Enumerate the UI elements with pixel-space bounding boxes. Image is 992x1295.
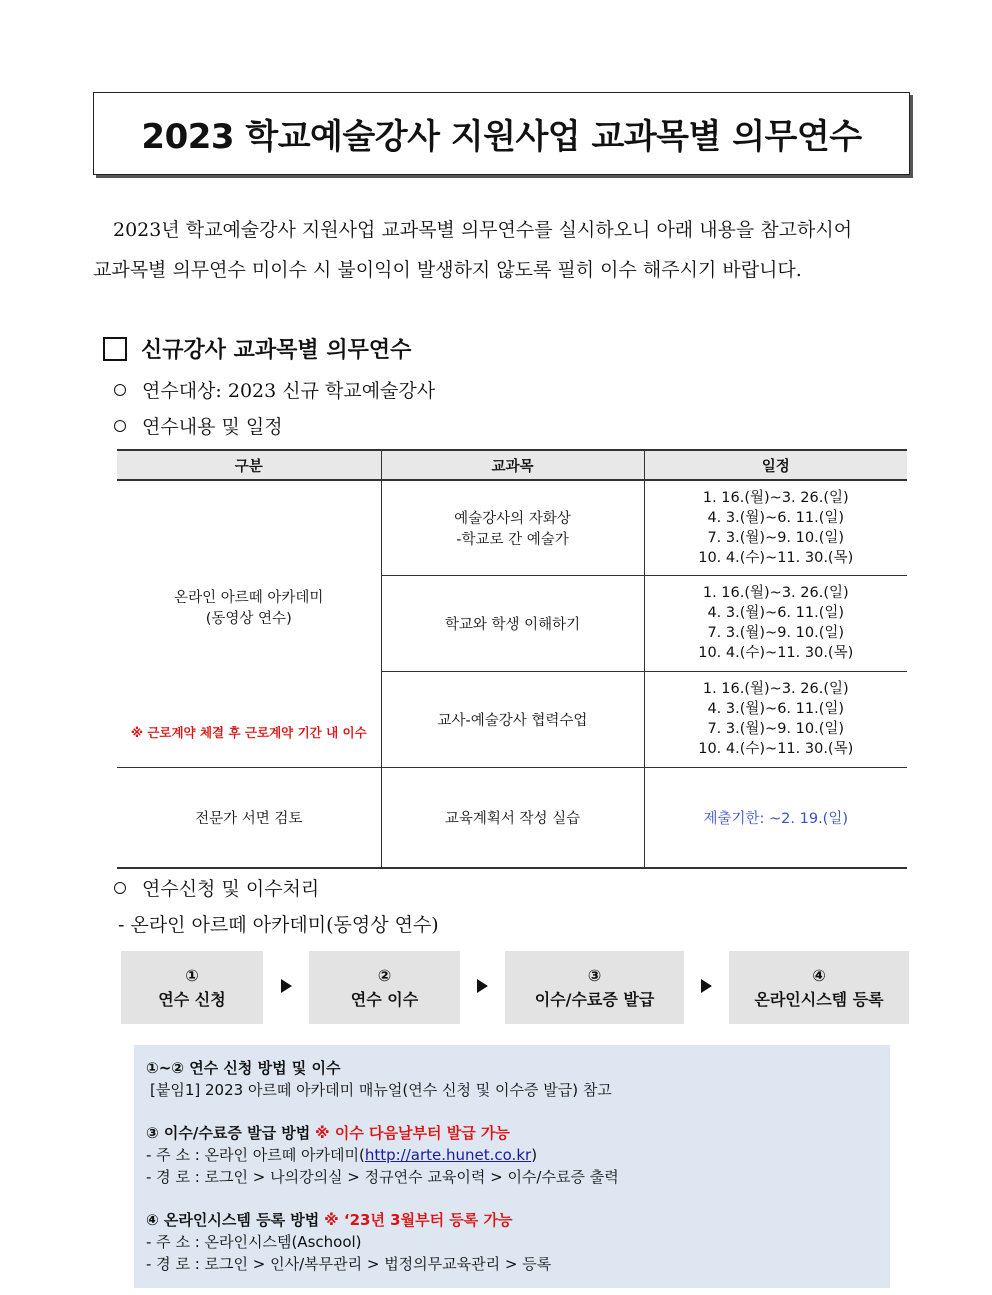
bullet-apply bbox=[114, 874, 319, 901]
info-heading-2 bbox=[146, 1122, 878, 1144]
date-line: 10. 4.(수)~11. 30.(목) bbox=[698, 549, 854, 566]
info-heading-3 bbox=[146, 1209, 878, 1231]
info-heading-3-text: ④ 온라인시스템 등록 방법 bbox=[146, 1211, 320, 1229]
step-4 bbox=[729, 951, 909, 1024]
subject-cell: 학교와 학생 이해하기 bbox=[381, 575, 644, 671]
intro-line-1: 2023년 학교예술강사 지원사업 교과목별 의무연수를 실시하오니 아래 내용을 참고하시어 bbox=[113, 219, 853, 241]
table-row bbox=[117, 480, 907, 575]
info-line bbox=[146, 1144, 878, 1166]
step-label: 연수 신청 bbox=[158, 989, 226, 1009]
header-category: 구분 bbox=[117, 450, 381, 480]
circle-bullet-icon bbox=[114, 882, 126, 894]
step-number: ① bbox=[185, 965, 199, 985]
bullet-apply-text: 연수신청 및 이수처리 bbox=[142, 878, 320, 900]
arrow-right-icon bbox=[281, 979, 292, 993]
info-heading-2-note: ※ 이수 다음날부터 발급 가능 bbox=[315, 1124, 510, 1142]
schedule-table bbox=[117, 449, 907, 869]
date-line: 1. 16.(월)~3. 26.(일) bbox=[702, 585, 849, 601]
step-2 bbox=[309, 951, 460, 1024]
date-line: 4. 3.(월)~6. 11.(일) bbox=[707, 605, 845, 621]
subject-text: 예술강사의 자화상 bbox=[454, 510, 571, 527]
arrow-right-icon bbox=[477, 979, 488, 993]
bullet-target bbox=[114, 376, 435, 403]
online-label-2: (동영상 연수) bbox=[205, 611, 292, 627]
step-number: ④ bbox=[812, 965, 826, 985]
checkbox-icon bbox=[103, 337, 127, 361]
date-line: 7. 3.(월)~9. 10.(일) bbox=[707, 625, 845, 641]
subject-text-sub: -학교로 간 예술가 bbox=[456, 531, 569, 548]
expert-category-cell: 전문가 서면 검토 bbox=[117, 767, 381, 868]
date-line: 1. 16.(월)~3. 26.(일) bbox=[702, 681, 849, 697]
circle-bullet-icon bbox=[114, 420, 126, 432]
intro-paragraph bbox=[93, 210, 913, 290]
subject-cell bbox=[381, 480, 644, 575]
dates-cell bbox=[644, 575, 907, 671]
date-line: 4. 3.(월)~6. 11.(일) bbox=[707, 509, 845, 526]
arte-link[interactable]: http://arte.hunet.co.kr bbox=[364, 1146, 532, 1164]
online-category-cell bbox=[117, 480, 381, 767]
bullet-target-text: 연수대상: 2023 신규 학교예술강사 bbox=[142, 380, 436, 402]
info-line: - 주 소 : 온라인시스템(Aschool) bbox=[146, 1233, 362, 1251]
step-number: ③ bbox=[587, 965, 602, 985]
dash-line bbox=[118, 910, 439, 937]
online-note: ※ 근로계약 체결 후 근로계약 기간 내 이수 bbox=[130, 725, 367, 740]
info-heading-1: ①~② 연수 신청 방법 및 이수 bbox=[146, 1059, 341, 1077]
step-label: 이수/수료증 발급 bbox=[534, 989, 655, 1009]
info-address-suffix: ) bbox=[531, 1146, 538, 1164]
date-line: 10. 4.(수)~11. 30.(목) bbox=[698, 741, 854, 757]
info-box bbox=[134, 1045, 890, 1288]
online-label-1: 온라인 아르떼 아카데미 bbox=[174, 590, 324, 606]
header-schedule: 일정 bbox=[644, 450, 907, 480]
arrow-right-icon bbox=[701, 979, 712, 993]
step-label: 온라인시스템 등록 bbox=[754, 989, 884, 1009]
section-title bbox=[103, 333, 411, 364]
intro-line-2: 교과목별 의무연수 미이수 시 불이익이 발생하지 않도록 필히 이수 해주시기 바랍니다. bbox=[93, 259, 802, 281]
date-line: 7. 3.(월)~9. 10.(일) bbox=[707, 721, 845, 737]
section-title-text: 신규강사 교과목별 의무연수 bbox=[141, 337, 412, 363]
info-address-prefix: - 주 소 : 온라인 아르떼 아카데미( bbox=[146, 1146, 365, 1164]
dates-cell bbox=[644, 671, 907, 767]
subject-cell: 교사-예술강사 협력수업 bbox=[381, 671, 644, 767]
date-line: 7. 3.(월)~9. 10.(일) bbox=[707, 529, 845, 546]
date-line: 10. 4.(수)~11. 30.(목) bbox=[698, 645, 854, 661]
circle-bullet-icon bbox=[114, 384, 126, 396]
info-line: [붙임1] 2023 아르떼 아카데미 매뉴얼(연수 신청 및 이수증 발급) 참고 bbox=[150, 1081, 612, 1099]
date-line: 4. 3.(월)~6. 11.(일) bbox=[707, 701, 845, 717]
step-1 bbox=[121, 951, 263, 1024]
page-title: 2023 학교예술강사 지원사업 교과목별 의무연수 bbox=[141, 117, 862, 157]
dash-line-text: - 온라인 아르떼 아카데미(동영상 연수) bbox=[118, 914, 439, 936]
date-line: 1. 16.(월)~3. 26.(일) bbox=[702, 489, 849, 506]
step-number: ② bbox=[377, 965, 392, 985]
bullet-content-text: 연수내용 및 일정 bbox=[142, 416, 283, 438]
info-heading-3-note: ※ ‘23년 3월부터 등록 가능 bbox=[324, 1211, 513, 1229]
expert-subject-cell: 교육계획서 작성 실습 bbox=[381, 767, 644, 868]
title-box bbox=[93, 92, 910, 175]
info-heading-2-text: ③ 이수/수료증 발급 방법 bbox=[146, 1124, 311, 1142]
table-row bbox=[117, 767, 907, 868]
step-label: 연수 이수 bbox=[350, 989, 419, 1009]
expert-deadline-cell: 제출기한: ~2. 19.(일) bbox=[644, 767, 907, 868]
info-line: - 경 로 : 로그인 > 인사/복무관리 > 법정의무교육관리 > 등록 bbox=[146, 1255, 552, 1273]
bullet-content bbox=[114, 412, 283, 439]
header-subject: 교과목 bbox=[381, 450, 644, 480]
table-header-row bbox=[117, 450, 907, 480]
info-line: - 경 로 : 로그인 > 나의강의실 > 정규연수 교육이력 > 이수/수료증 출력 bbox=[146, 1168, 619, 1186]
step-3 bbox=[505, 951, 684, 1024]
dates-cell bbox=[644, 480, 907, 575]
